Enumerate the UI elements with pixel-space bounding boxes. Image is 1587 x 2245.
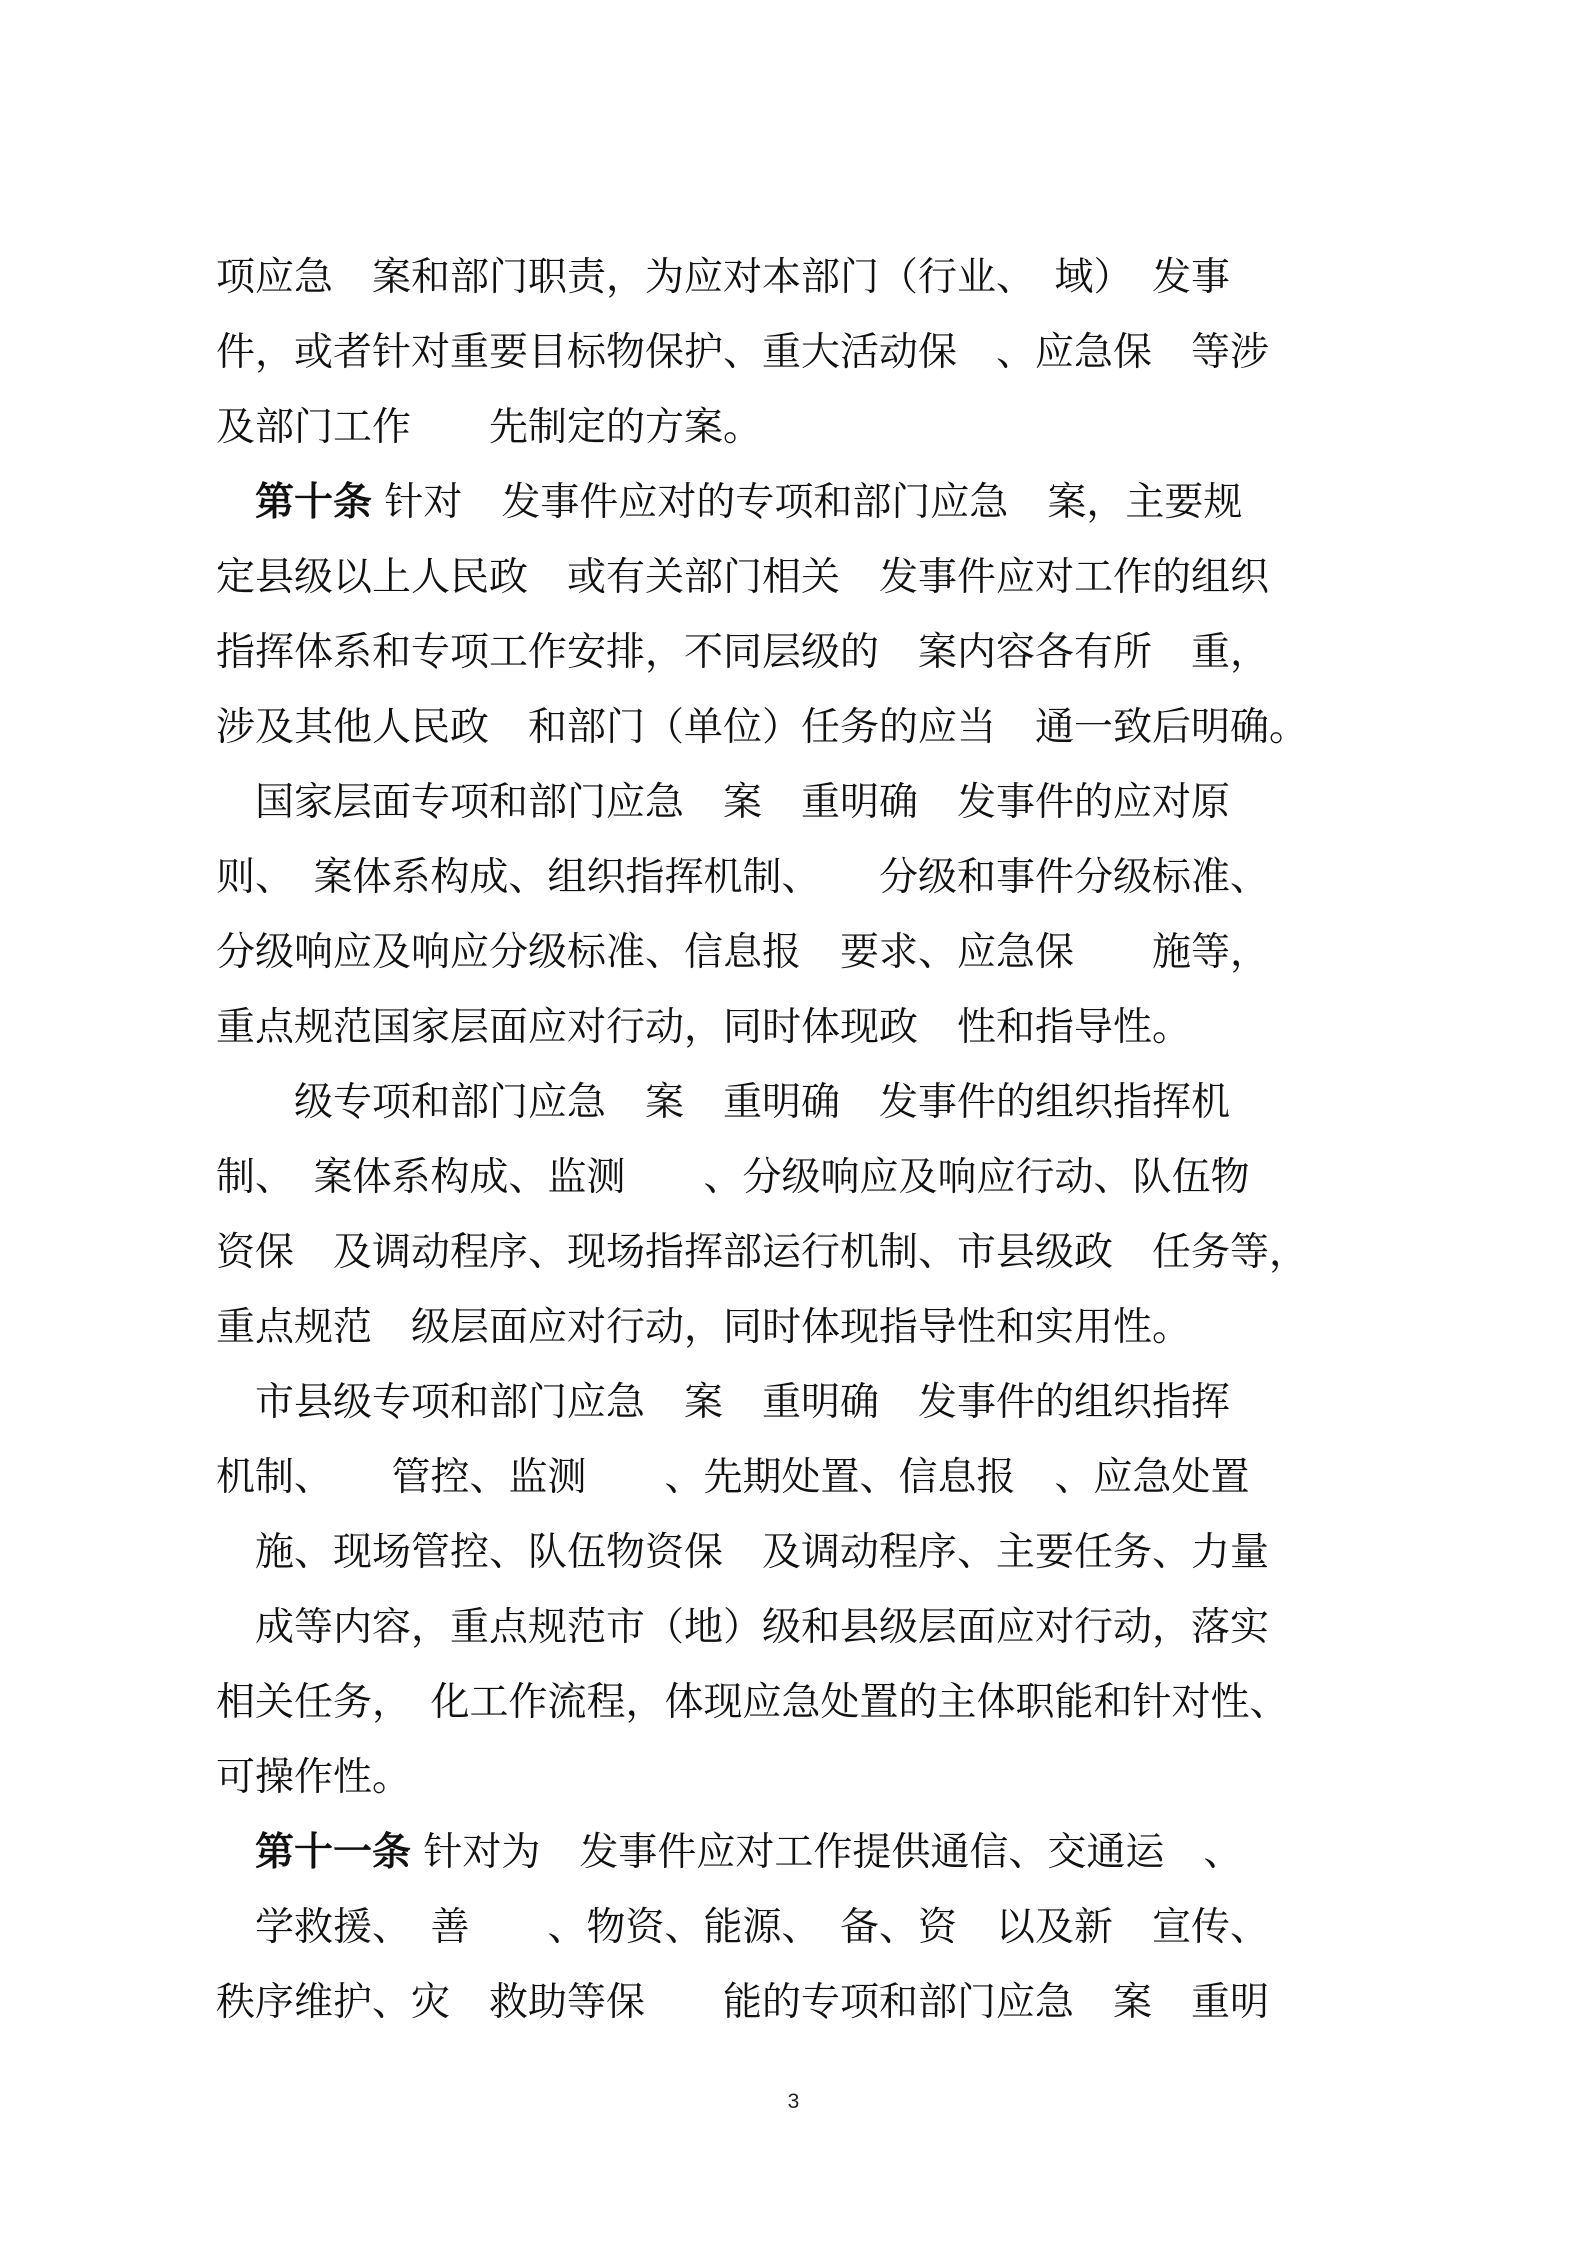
- line-text: 件，或者针对重要目标物保护、重大活动保 、应急保 等涉: [216, 330, 1270, 375]
- line-text: 重点规范 级层面应对行动，同时体现指导性和实用性。: [216, 1305, 1192, 1350]
- line-text: 施、现场管控、队伍物资保 及调动程序、主要任务、力量: [216, 1530, 1270, 1575]
- text-line: [216, 1440, 1386, 1515]
- page-number: 3: [787, 2090, 800, 2113]
- text-line: [216, 1290, 1386, 1365]
- line-text: 针对为 发事件应对工作提供通信、交通运 、: [411, 1830, 1243, 1875]
- text-line: [216, 390, 1386, 465]
- line-text: 学救援、 善 、物资、能源、 备、资 以及新 宣传、: [216, 1905, 1270, 1950]
- line-text: 秩序维护、灾 救助等保 能的专项和部门应急 案 重明: [216, 1980, 1270, 2025]
- line-text: 成等内容，重点规范市（地）级和县级层面应对行动，落实: [216, 1605, 1270, 1650]
- line-text: 国家层面专项和部门应急 案 重明确 发事件的应对原: [216, 780, 1231, 825]
- text-line: [216, 1215, 1386, 1290]
- text-line: [216, 1890, 1386, 1965]
- line-text: 资保 及调动程序、现场指挥部运行机制、市县级政 任务等，: [216, 1230, 1309, 1275]
- line-text: 涉及其他人民政 和部门（单位）任务的应当 通一致后明确。: [216, 705, 1309, 750]
- text-line: [216, 240, 1386, 315]
- line-text: 则、 案体系构成、组织指挥机制、 分级和事件分级标准、: [216, 855, 1270, 900]
- article-11-heading-line: [216, 1815, 1386, 1890]
- text-line: [216, 1590, 1386, 1665]
- line-text: 重点规范国家层面应对行动，同时体现政 性和指导性。: [216, 1005, 1192, 1050]
- line-text: 分级响应及响应分级标准、信息报 要求、应急保 施等，: [216, 930, 1270, 975]
- line-text: 相关任务， 化工作流程，体现应急处置的主体职能和针对性、: [216, 1680, 1289, 1725]
- line-text: 项应急 案和部门职责，为应对本部门（行业、 域） 发事: [216, 255, 1231, 300]
- line-text: 制、 案体系构成、监测 、分级响应及响应行动、队伍物: [216, 1155, 1250, 1200]
- line-text: 机制、 管控、监测 、先期处置、信息报 、应急处置: [216, 1455, 1250, 1500]
- text-line: [216, 540, 1386, 615]
- text-line: [216, 915, 1386, 990]
- text-line: [216, 990, 1386, 1065]
- text-line: [216, 1515, 1386, 1590]
- text-line: [216, 1965, 1386, 2040]
- text-line: [216, 1065, 1386, 1140]
- line-text: 针对 发事件应对的专项和部门应急 案，主要规: [372, 480, 1243, 525]
- text-line: [216, 315, 1386, 390]
- line-text: 及部门工作 先制定的方案。: [216, 405, 763, 450]
- article-heading: 第十条: [216, 480, 373, 525]
- text-line: [216, 690, 1386, 765]
- line-text: 可操作性。: [216, 1755, 412, 1800]
- line-text: 定县级以上人民政 或有关部门相关 发事件应对工作的组织: [216, 555, 1270, 600]
- text-line: [216, 1665, 1386, 1740]
- text-line: [216, 1740, 1386, 1815]
- line-text: 市县级专项和部门应急 案 重明确 发事件的组织指挥: [216, 1380, 1231, 1425]
- article-heading: 第十一条: [216, 1830, 412, 1875]
- text-line: [216, 1140, 1386, 1215]
- article-10-heading-line: [216, 465, 1386, 540]
- line-text: 指挥体系和专项工作安排，不同层级的 案内容各有所 重，: [216, 630, 1270, 675]
- text-line: [216, 840, 1386, 915]
- line-text: 级专项和部门应急 案 重明确 发事件的组织指挥机: [216, 1080, 1231, 1125]
- text-line: [216, 765, 1386, 840]
- text-line: [216, 1365, 1386, 1440]
- document-body: [216, 240, 1386, 2040]
- text-line: [216, 615, 1386, 690]
